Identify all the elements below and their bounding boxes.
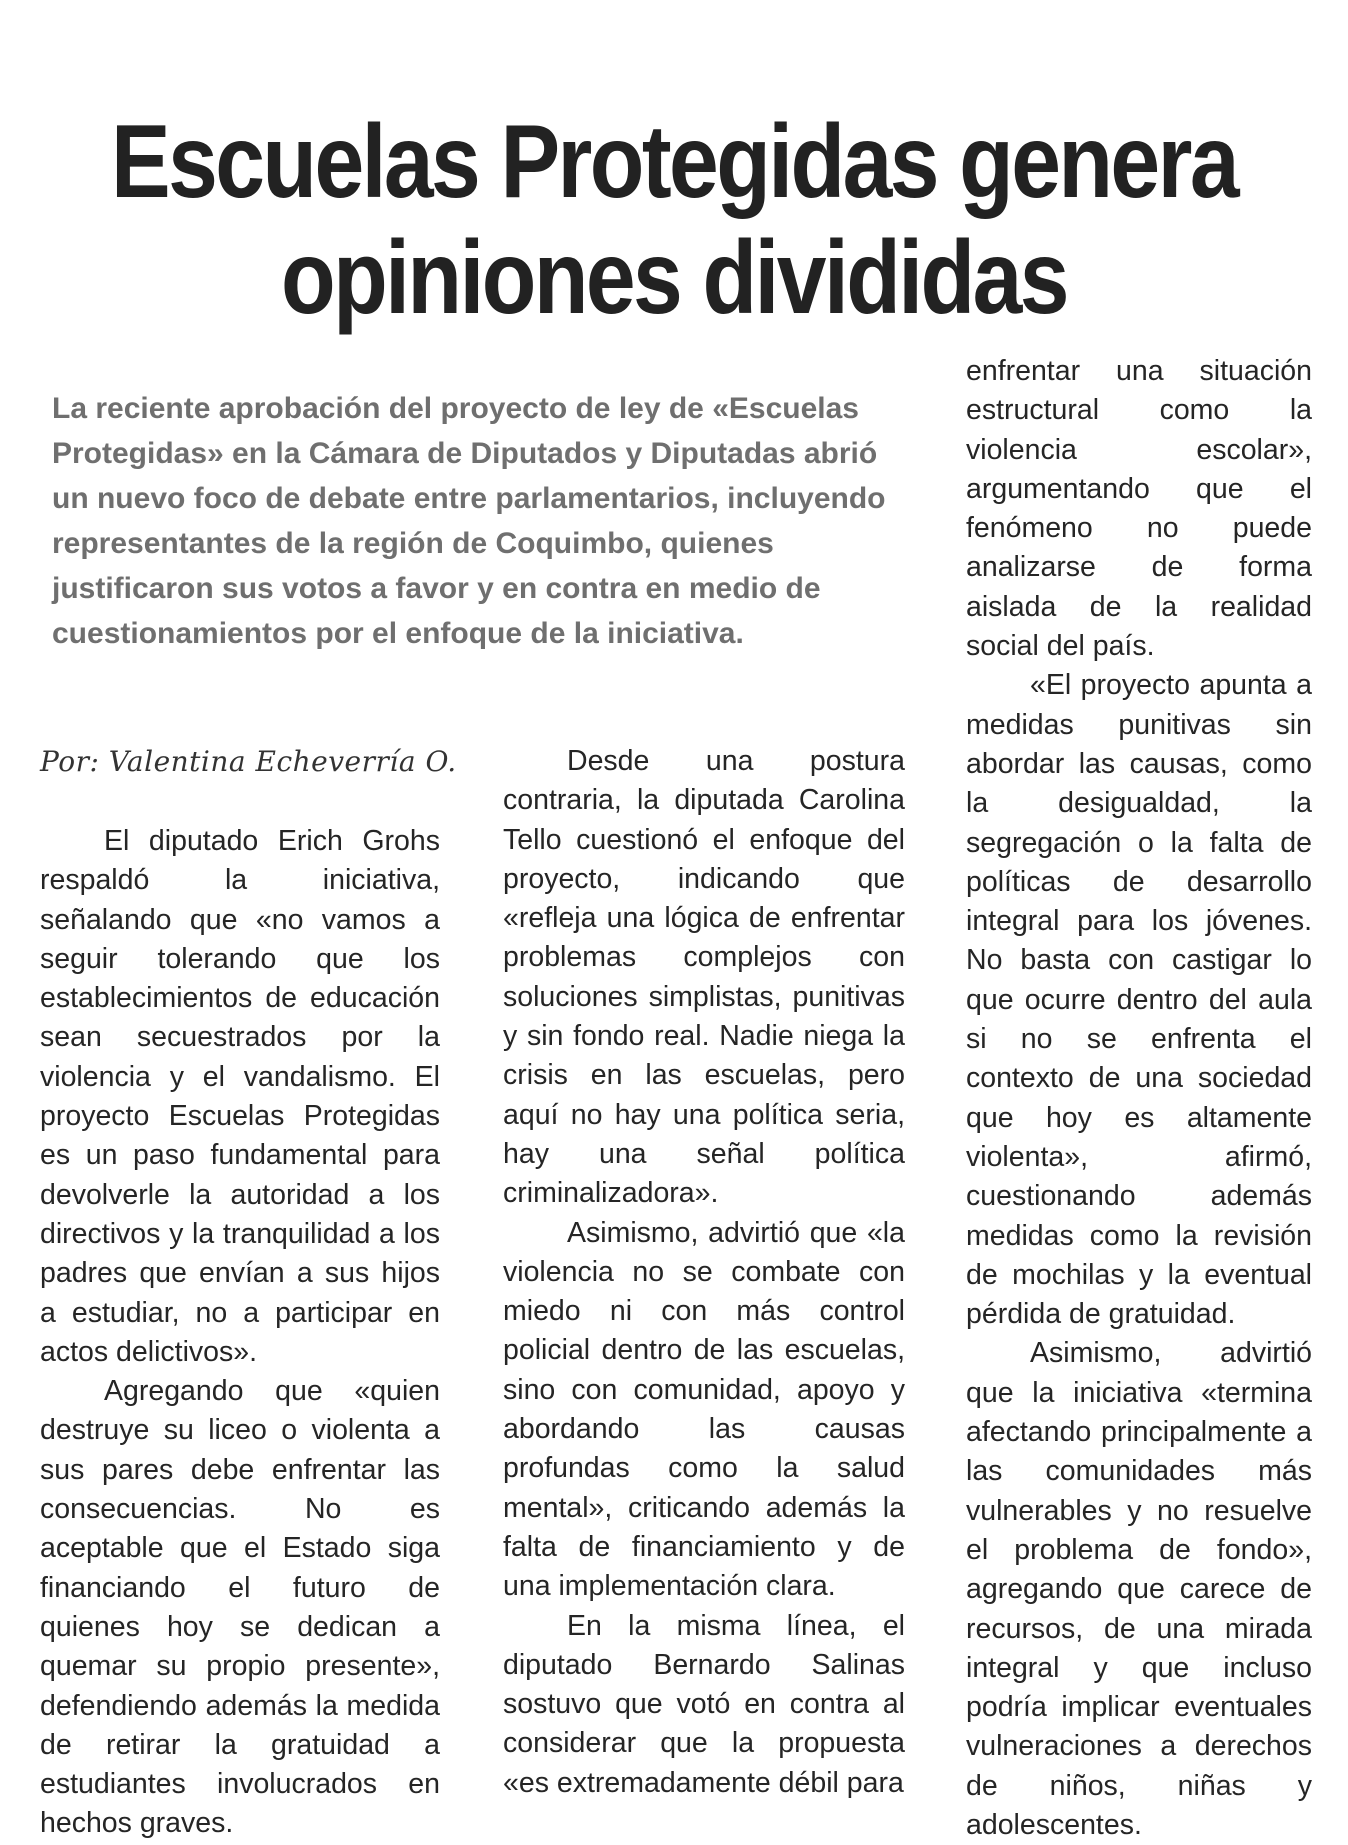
body-paragraph: Agregando que «quien destruye su liceo o violenta a sus pares debe enfrentar las consecuencias. No es aceptable que el Estado siga financiando el futuro de quienes hoy se dedican a quemar su propio presente», defendiendo además la medida de retirar la gratuidad a estudiantes involucrados en hechos graves. [40,1375,440,1840]
article-column-2 [503,742,905,1803]
article-column-1 [40,742,440,1844]
body-paragraph: Asimismo, advirtió que «la violencia no se combate con miedo ni con más control policial dentro de las escuelas, sino con comunidad, apoyo y abordando las causas profundas como la salud mental», criticando además la falta de financiamiento y de una implementación clara. [503,1216,905,1603]
body-paragraph: Asimismo, advirtió que la iniciativa «termina afectando principalmente a las comunidades más vulnerables y no resuelve el problema de fondo», agregando que carece de recursos, de una mirada integral y que incluso podría implicar eventuales vulneraciones a derechos de niños, niñas y adolescentes. [966,1337,1312,1841]
body-paragraph-continuation: enfrentar una situación estructural como la violencia escolar», argumentando que el fenómeno no puede analizarse de forma aislada de la realidad social del país. [966,355,1312,663]
body-paragraph: El diputado Erich Grohs respaldó la iniciativa, señalando que «no vamos a seguir tolerando que los establecimientos de educación sean secuestrados por la violencia y el vandalismo. El proyecto Escuelas Protegidas es un paso fundamental para devolverle la autoridad a los directivos y la tranquilidad a los padres que envían a sus hijos a estudiar, no a participar en actos delictivos». [40,825,440,1368]
lead-paragraph: La reciente aprobación del proyecto de ley de «Escuelas Protegidas» en la Cámara de Diputados y Diputadas abrió un nuevo foco de debate entre parlamentarios, incluyendo representantes de la región de Coquimbo, quienes justificaron sus votos a favor y en contra en medio de cuestionamientos por el enfoque de la iniciativa. [52,392,886,650]
body-paragraph: Desde una postura contraria, la diputada Carolina Tello cuestionó el enfoque del proyecto, indicando que «refleja una lógica de enfrentar problemas complejos con soluciones simplistas, punitivas y sin fondo real. Nadie niega la crisis en las escuelas, pero aquí no hay una política seria, hay una señal política criminalizadora». [503,745,905,1210]
body-paragraph: «El proyecto apunta a medidas punitivas sin abordar las causas, como la desigualdad, la segregación o la falta de políticas de desarrollo integral para los jóvenes. No basta con castigar lo que ocurre dentro del aula si no se enfrenta el contexto de una sociedad que hoy es altamente violenta», afirmó, cuestionando además medidas como la revisión de mochilas y la eventual pérdida de gratuidad. [966,669,1312,1331]
article-column-3 [966,352,1312,1845]
byline: Por: Valentina Echeverría O. [40,745,457,778]
headline: Escuelas Protegidas genera opiniones divididas [110,103,1237,336]
body-paragraph: En la misma línea, el diputado Bernardo Salinas sostuvo que votó en contra al considerar que la propuesta «es extremadamente débil para [503,1609,905,1799]
